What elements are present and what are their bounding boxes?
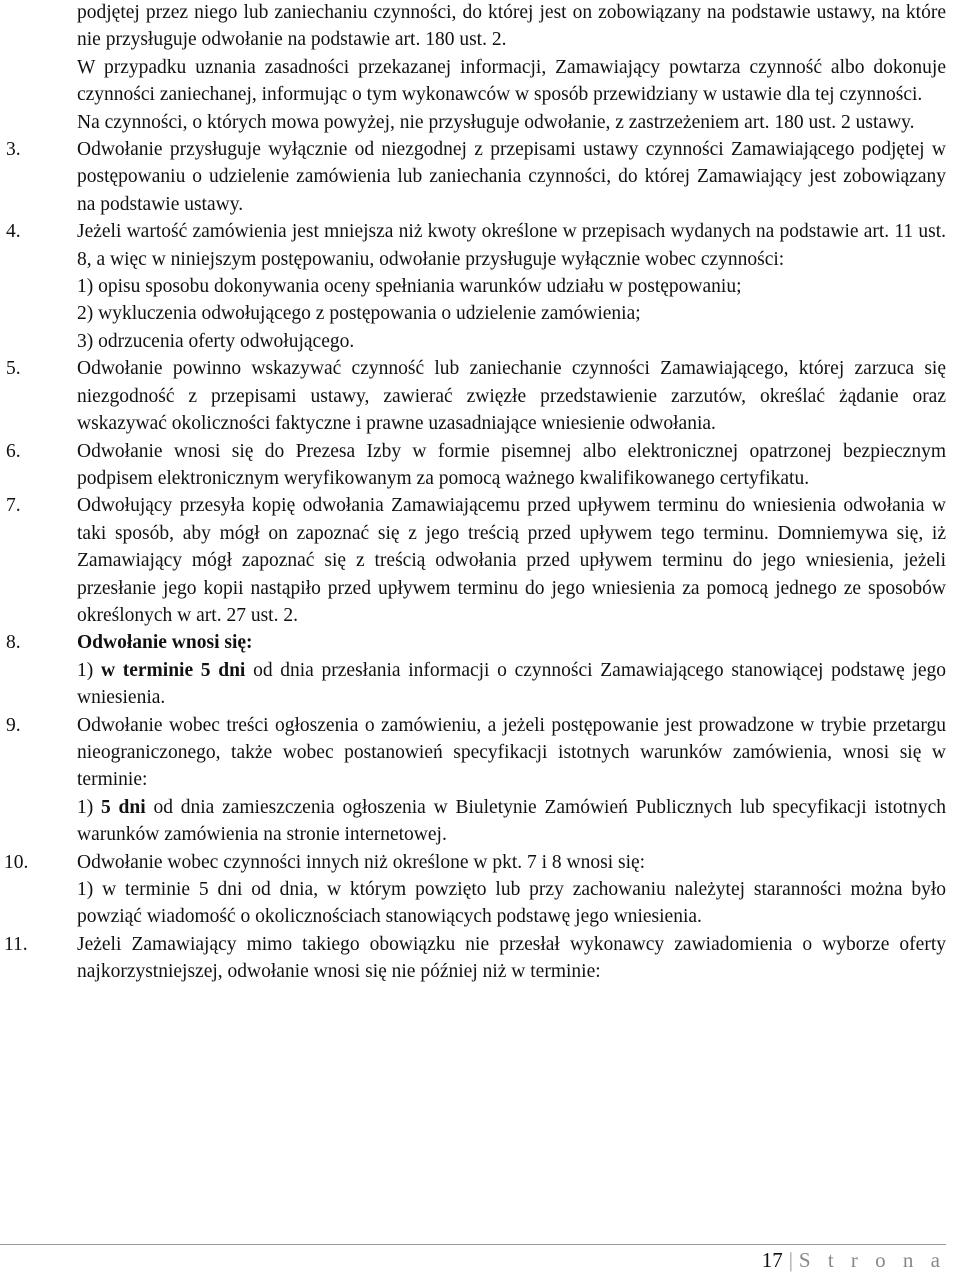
sub-item: 1) 5 dni od dnia zamieszczenia ogłoszenia w Biuletynie Zamówień Publicznych lub specyfikacji istotnych warunków zamówienia na stronie internetowej. (77, 796, 946, 846)
footer-divider (0, 1244, 946, 1245)
item-text: Odwołanie wobec czynności innych niż określone w pkt. 7 i 8 wnosi się: (77, 851, 646, 873)
item-number: 10. (4, 851, 29, 873)
list-item-9 (0, 712, 946, 849)
list-item-11 (0, 931, 946, 986)
item-text: Odwołanie przysługuje wyłącznie od niezgodnej z przepisami ustawy czynności Zamawiającego podjętej w postępowaniu o udzielenie zamówienia lub zaniechania czynności, do której Zamawiający jest zobowiązany na podstawie ustawy. (77, 139, 946, 215)
item-number: 4. (6, 221, 21, 243)
sub-item: 1) w terminie 5 dni od dnia przesłania informacji o czynności Zamawiającego stanowiącej podstawę jego wniesienia. (77, 659, 947, 709)
sub-item: 2) wykluczenia odwołującego z postępowania o udzielenie zamówienia; (77, 303, 641, 325)
sub-item: 3) odrzucenia oferty odwołującego. (77, 330, 355, 352)
item-text: Odwołanie powinno wskazywać czynność lub zaniechanie czynności Zamawiającego, której zarzuca się niezgodność z przepisami ustawy, zawierać zwięzłe przedstawienie zarzutów, określać żądanie oraz wskazywać okoliczności faktyczne i prawne uzasadniające wniesienie odwołania. (77, 358, 946, 435)
item-number: 9. (6, 714, 21, 736)
paragraph-repeat-action: W przypadku uznania zasadności przekazanej informacji, Zamawiający powtarza czynność albo dokonuje czynności zaniechanej, informując o tym wykonawców w sposób przewidziany w ustawie dla tej czynności. (77, 56, 946, 106)
sub-item: 1) w terminie 5 dni od dnia, w którym powzięto lub przy zachowaniu należytej staranności można było powziąć wiadomość o okolicznościach stanowiących podstawę jego wniesienia. (77, 879, 946, 928)
item-number: 5. (6, 358, 21, 380)
item-number: 3. (6, 139, 21, 161)
list-item-6 (0, 438, 946, 493)
sub-item: 1) opisu sposobu dokonywania oceny spełniania warunków udziału w postępowaniu; (77, 276, 742, 298)
item-number: 6. (6, 440, 21, 462)
list-item-3 (0, 136, 946, 218)
item-heading: Odwołanie wnosi się: (77, 632, 253, 654)
item-number: 11. (4, 933, 28, 955)
page-footer (0, 1244, 946, 1274)
page-label: S t r o n a (798, 1248, 946, 1272)
list-item-5 (0, 355, 946, 437)
footer-separator: | (788, 1248, 793, 1272)
item-text: Jeżeli wartość zamówienia jest mniejsza niż kwoty określone w przepisach wydanych na podstawie art. 11 ust. 8, a więc w niniejszym postępowaniu, odwołanie przysługuje wyłącznie wobec czynności: (77, 221, 946, 270)
item-text: Jeżeli Zamawiający mimo takiego obowiązku nie przesłał wykonawcy zawiadomienia o wyborze oferty najkorzystniejszej, odwołanie wnosi się nie później niż w terminie: (77, 933, 946, 983)
page-indicator (762, 1248, 946, 1272)
item-number: 8. (6, 632, 21, 654)
list-item-10 (0, 849, 946, 931)
list-item-7 (0, 492, 946, 629)
list-item-8 (0, 629, 946, 711)
continued-paragraph: podjętej przez niego lub zaniechaniu czynności, do której jest on zobowiązany na podstawie ustawy, na które nie przysługuje odwołanie na podstawie art. 180 ust. 2. (77, 2, 946, 51)
page-number: 17 (761, 1248, 783, 1272)
paragraph-no-appeal: Na czynności, o których mowa powyżej, nie przysługuje odwołanie, z zastrzeżeniem art. 180 ust. 2 ustawy. (77, 111, 915, 133)
item-text: Odwołujący przesyła kopię odwołania Zamawiającemu przed upływem terminu do wniesienia odwołania w taki sposób, aby mógł on zapoznać się z jego treścią przed upływem tego terminu. Domniemywa się, iż Zamawiający mógł zapoznać się z treścią odwołania przed upływem terminu do jego wniesienia, jeżeli przesłanie jego kopii nastąpiło przed upływem terminu do jego wniesienia za pomocą jednego ze sposobów określonych w art. 27 ust. 2. (77, 495, 946, 626)
item-text: Odwołanie wnosi się do Prezesa Izby w formie pisemnej albo elektronicznej opatrzonej bezpiecznym podpisem elektronicznym weryfikowanym za pomocą ważnego kwalifikowanego certyfikatu. (77, 440, 946, 489)
item-number: 7. (6, 495, 21, 517)
item-text: Odwołanie wobec treści ogłoszenia o zamówieniu, a jeżeli postępowanie jest prowadzone w trybie przetargu nieograniczonego, także wobec postanowień specyfikacji istotnych warunków zamówienia, wnosi się w terminie: (77, 714, 946, 791)
list-item-4 (0, 218, 946, 355)
